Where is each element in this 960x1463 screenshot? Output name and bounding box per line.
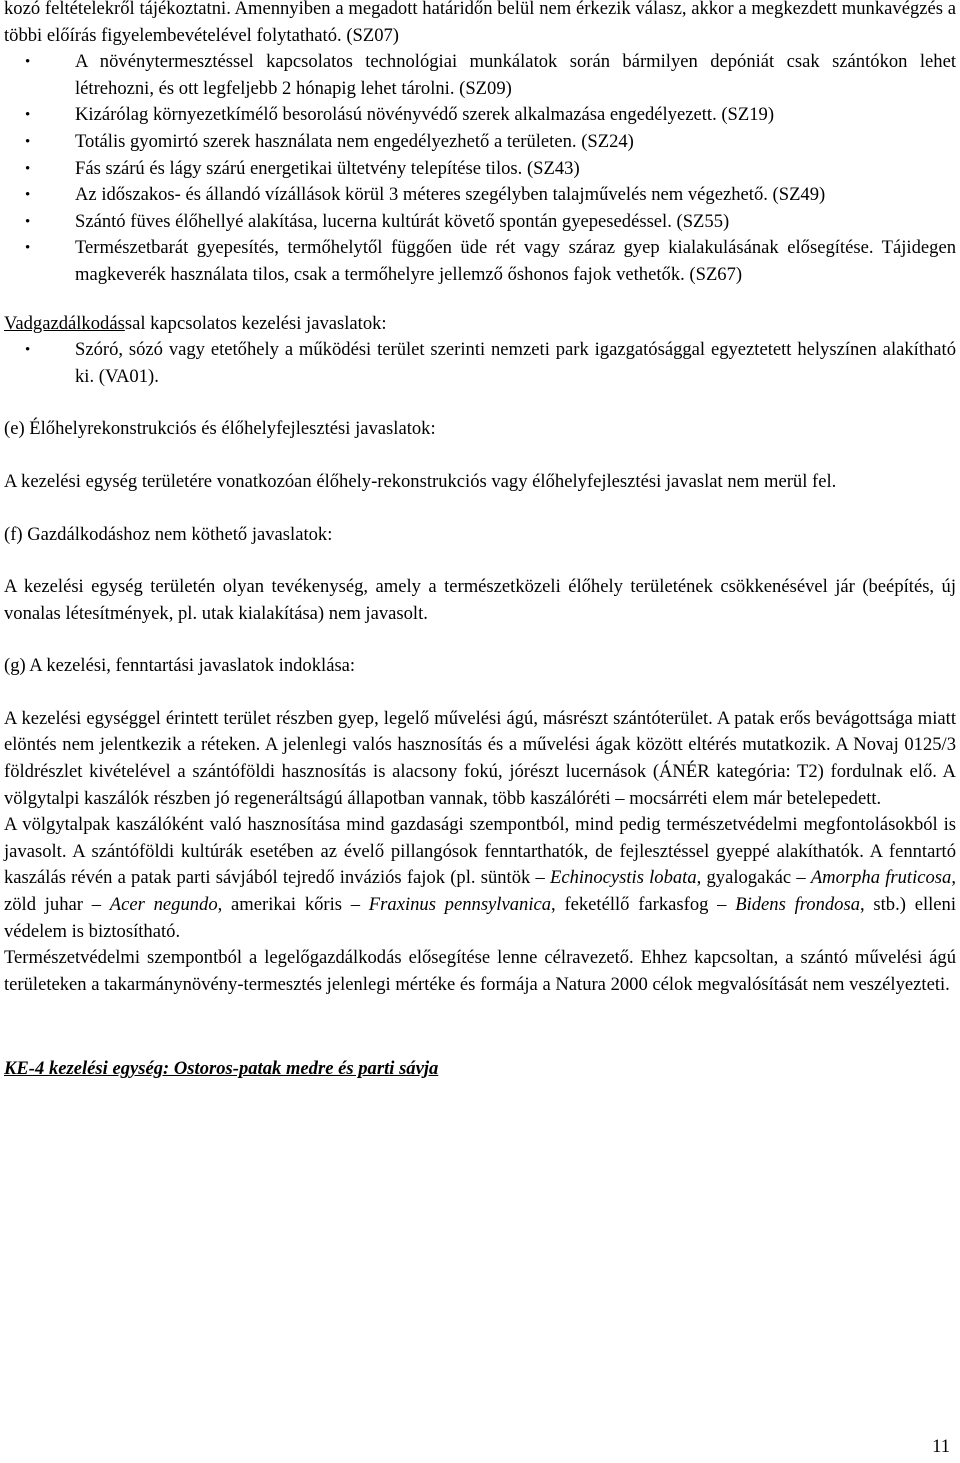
- text-run: , feketéllő farkasfog –: [551, 894, 736, 916]
- section-f-text: A kezelési egység területén olyan tevékenység, amely a természetközeli élőhely területének csökkenésével jár (beépítés, új vonalas létesítmények, pl. utak kialakítása) nem javasolt.: [4, 576, 956, 624]
- section-g-heading: (g) A kezelési, fenntartási javaslatok indoklása:: [4, 655, 356, 677]
- species-name: Fraxinus pennsylvanica: [368, 894, 552, 916]
- species-name: Amorpha fruticosa: [810, 867, 952, 889]
- list-item-text: Az időszakos- és állandó vízállások körül 3 méteres szegélyben talajművelés nem végezhető. (SZ49): [75, 184, 826, 206]
- section-g-paragraph-3: Természetvédelmi szempontból a legelőgazdálkodás elősegítése lenne célravezető. Ehhez kapcsoltan, a szántó művelési ágú területeken a takarmánynövény-termesztés jelenlegi mértéke és formája a Natura 2000 célok megvalósítását nem veszélyezteti.: [4, 947, 956, 995]
- list-item-text: Kizárólag környezetkímélő besorolású növényvédő szerek alkalmazása engedélyezett. (SZ19): [75, 104, 775, 126]
- list-item: [4, 209, 956, 236]
- intro-paragraph: kozó feltételekről tájékoztatni. Amennyiben a megadott határidőn belül nem érkezik válasz, akkor a megkezdett munkavégzés a többi előírás figyelembevételével folytatható. (SZ07): [4, 0, 956, 46]
- text-run: , zöld juhar –: [4, 867, 956, 916]
- bullet-icon: •: [25, 133, 31, 150]
- section-e-heading: (e) Élőhelyrekonstrukciós és élőhelyfejlesztési javaslatok:: [4, 418, 436, 440]
- list-item: [4, 235, 956, 288]
- list-item: [4, 337, 956, 390]
- list-item: [4, 156, 956, 183]
- list-item-text: Szántó füves élőhellyé alakítása, lucerna kultúrát követő spontán gyepesedéssel. (SZ55): [75, 210, 730, 232]
- list-item: [4, 129, 956, 156]
- section-g-paragraph-1: A kezelési egységgel érintett terület részben gyep, legelő művelési ágú, másrészt szántóterület. A patak erős bevágottsága miatt elöntés nem jelentkezik a réteken. A jelenlegi valós hasznosítás és a művelési ágak között eltérés mutatkozik. A Novaj 0125/3 földrészlet kivételével a szántóföldi hasznosítás is alacsony fokú, jórészt lucernások (ÁNÉR kategória: T2) fordulnak elő. A völgytalpi kaszálók részben jó regeneráltságú állapotban vannak, több kaszálóréti – mocsárréti elem már betelepedett.: [4, 707, 956, 809]
- list-item-text: Szóró, sózó vagy etetőhely a működési terület szerinti nemzeti park igazgatósággal egyeztetett helyszínen alakítható ki. (VA01).: [75, 339, 956, 387]
- bullet-icon: •: [25, 160, 31, 177]
- section-g-paragraph-2: [4, 812, 956, 945]
- vadgazdalkodas-heading: [4, 311, 956, 338]
- bullet-icon: •: [25, 213, 31, 230]
- bullet-icon: •: [25, 342, 31, 359]
- text-run: , amerikai kőris –: [217, 894, 369, 916]
- vad-bullet-list: [4, 337, 956, 390]
- species-name: Echinocystis lobata: [549, 867, 697, 889]
- section-f-heading: (f) Gazdálkodáshoz nem köthető javaslatok:: [4, 523, 333, 545]
- text-run: , gyalogakác –: [696, 867, 811, 889]
- sz-bullet-list: [4, 49, 956, 288]
- ke4-section-title: KE-4 kezelési egység: Ostoros-patak medre és parti sávja: [4, 1058, 439, 1080]
- list-item-text: Totális gyomirtó szerek használata nem engedélyezhető a területen. (SZ24): [75, 130, 634, 152]
- list-item: [4, 102, 956, 129]
- bullet-icon: •: [25, 187, 31, 204]
- vadgazdalkodas-heading-rest: sal kapcsolatos kezelési javaslatok:: [124, 312, 387, 334]
- bullet-icon: •: [25, 240, 31, 257]
- list-item: [4, 49, 956, 102]
- species-name: Acer negundo: [109, 894, 218, 916]
- vadgazdalkodas-heading-underlined: Vadgazdálkodás: [4, 312, 125, 334]
- bullet-icon: •: [25, 54, 31, 71]
- bullet-icon: •: [25, 107, 31, 124]
- text-run: , stb.) elleni védelem is biztosítható.: [4, 894, 956, 942]
- species-name: Bidens frondosa: [735, 894, 861, 916]
- list-item-text: Természetbarát gyepesítés, termőhelytől függően üde rét vagy száraz gyep kialakulásának elősegítése. Tájidegen magkeverék használata tilos, csak a termőhelyre jellemző őshonos fajok vethetők. (SZ67): [75, 237, 956, 285]
- list-item-text: A növénytermesztéssel kapcsolatos technológiai munkálatok során bármilyen depóniát csak szántókon lehet létrehozni, és ott legfeljebb 2 hónapig lehet tárolni. (SZ09): [75, 51, 956, 99]
- section-e-text: A kezelési egység területére vonatkozóan élőhely-rekonstrukciós vagy élőhelyfejlesztési javaslat nem merül fel.: [4, 470, 837, 492]
- page-number: 11: [932, 1436, 950, 1457]
- text-run: A völgytalpak kaszálóként való hasznosítása mind gazdasági szempontból, mind pedig természetvédelmi megfontolásokból is javasolt. A szántóföldi kultúrák esetében az évelő pillangósok fenntarthatók, de fejlesztéssel gyeppé alakíthatók. A fenntartó kaszálás révén a patak parti sávjából tejredő inváziós fajok (pl. süntök –: [4, 814, 956, 889]
- list-item-text: Fás szárú és lágy szárú energetikai ültetvény telepítése tilos. (SZ43): [75, 157, 580, 179]
- list-item: [4, 182, 956, 209]
- document-page: [4, 0, 956, 1083]
